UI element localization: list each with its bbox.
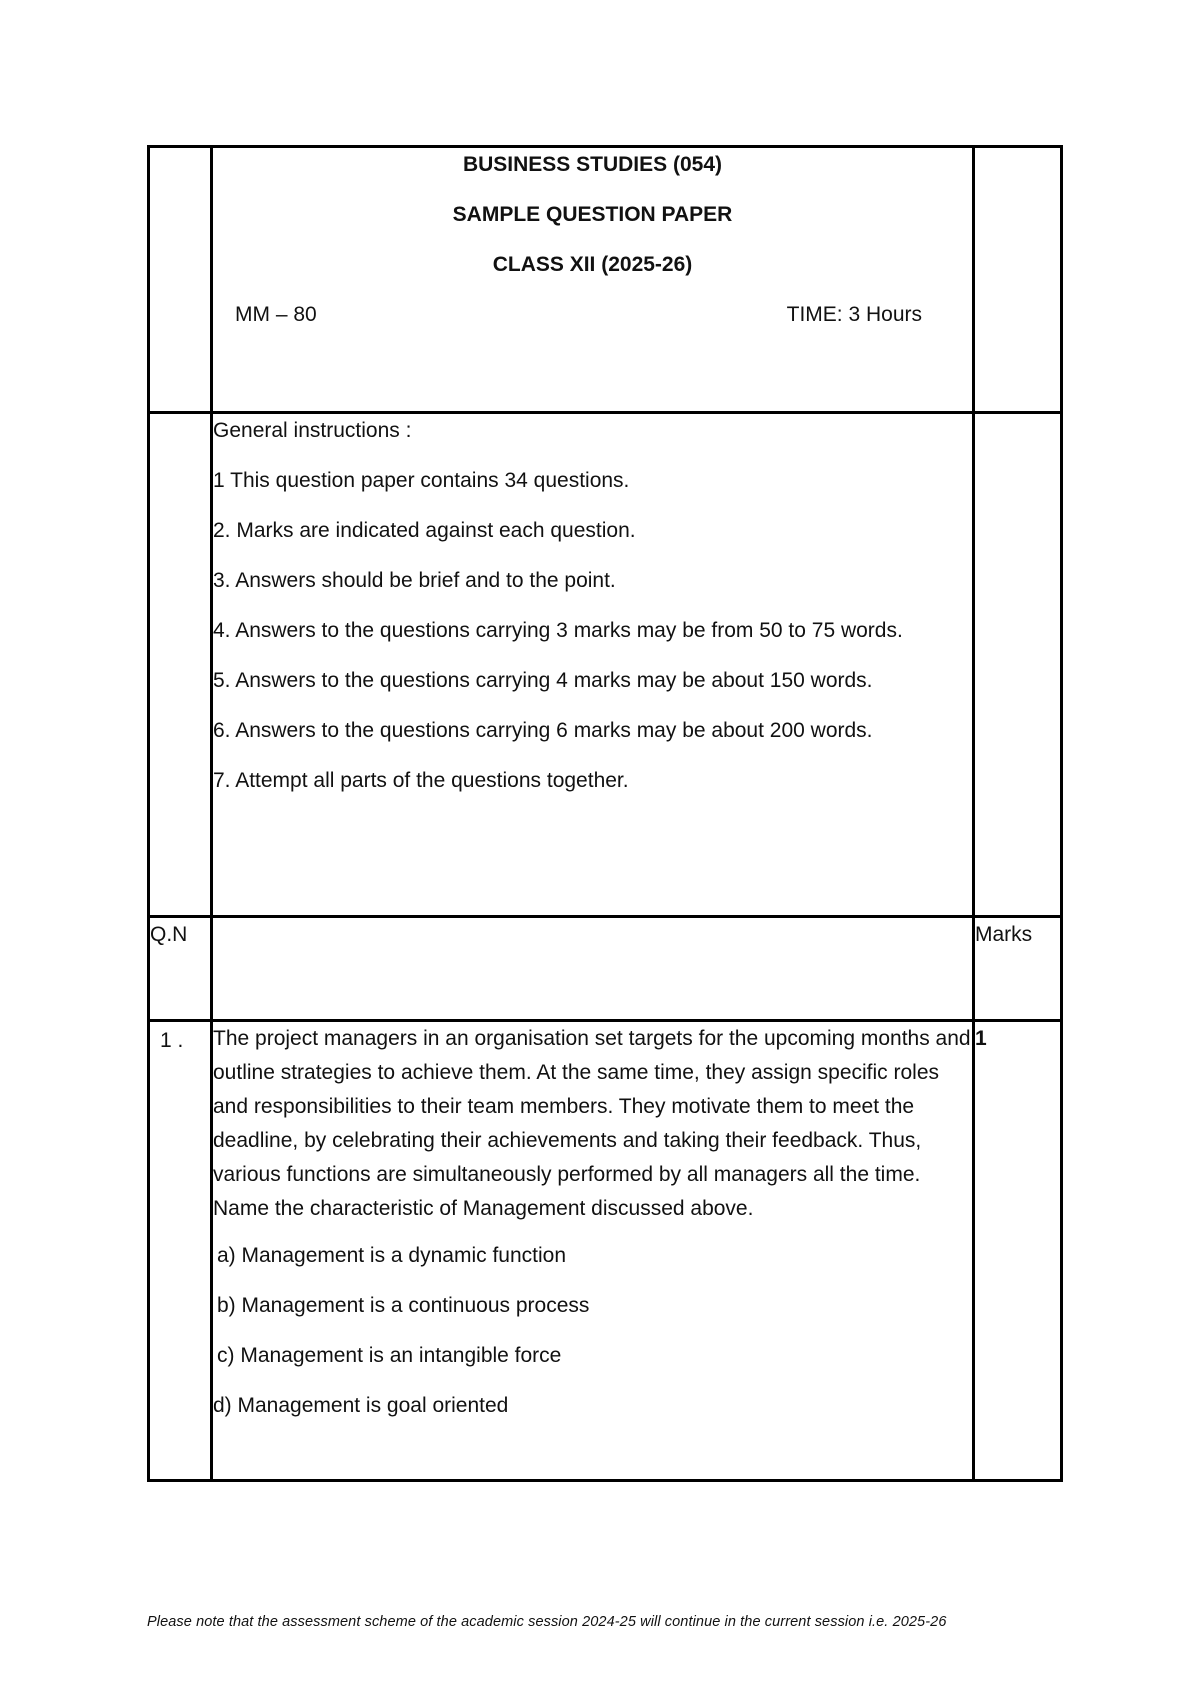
subject-title: BUSINESS STUDIES (054) bbox=[462, 153, 723, 176]
meta-row bbox=[213, 298, 972, 332]
question-text: The project managers in an organisation set targets for the upcoming months and outline strategies to achieve them. At the same time, they assign specific roles and responsibilities to their team members. They motivate them to meet the deadline, by celebrating their achievements and taking their feedback. Thus, various functions are simultaneously performed by all managers all the time. Name the characteristic of Management discussed above. bbox=[213, 1027, 971, 1220]
header-row bbox=[149, 147, 1062, 413]
instructions-heading: General instructions : bbox=[213, 419, 412, 442]
instructions-cell bbox=[212, 413, 974, 917]
instructions-left-cell bbox=[149, 413, 212, 917]
instruction-item: 6. Answers to the questions carrying 6 marks may be about 200 words. bbox=[213, 719, 873, 742]
marks-column-header: Marks bbox=[974, 917, 1062, 1021]
instruction-item: 4. Answers to the questions carrying 3 marks may be from 50 to 75 words. bbox=[213, 619, 903, 642]
question-option-b: b) Management is a continuous process bbox=[217, 1294, 590, 1317]
question-marks: 1 bbox=[974, 1021, 1062, 1481]
question-paper-sheet bbox=[147, 145, 1060, 1482]
time-allowed: TIME: 3 Hours bbox=[786, 303, 922, 326]
header-left-cell bbox=[149, 147, 212, 413]
instructions-row bbox=[149, 413, 1062, 917]
question-cell bbox=[212, 1021, 974, 1481]
header-right-cell bbox=[974, 147, 1062, 413]
instruction-item: 7. Attempt all parts of the questions together. bbox=[213, 769, 629, 792]
instruction-item: 2. Marks are indicated against each question. bbox=[213, 519, 636, 542]
assessment-footnote: Please note that the assessment scheme of the academic session 2024-25 will continue in the current session i.e. 2025-26 bbox=[147, 1614, 947, 1630]
question-option-a: a) Management is a dynamic function bbox=[217, 1244, 567, 1267]
header-cell bbox=[212, 147, 974, 413]
question-row bbox=[149, 1021, 1062, 1481]
column-header-row bbox=[149, 917, 1062, 1021]
paper-type-title: SAMPLE QUESTION PAPER bbox=[452, 203, 733, 226]
instruction-item: 1 This question paper contains 34 questions. bbox=[213, 469, 630, 492]
question-column-header bbox=[212, 917, 974, 1021]
question-paper-table bbox=[147, 145, 1063, 1482]
question-option-c: c) Management is an intangible force bbox=[217, 1344, 562, 1367]
question-option-d: d) Management is goal oriented bbox=[213, 1394, 509, 1417]
max-marks: MM – 80 bbox=[235, 303, 317, 326]
instructions-right-cell bbox=[974, 413, 1062, 917]
qn-column-header: Q.N bbox=[149, 917, 212, 1021]
class-title: CLASS XII (2025-26) bbox=[492, 253, 693, 276]
instruction-item: 3. Answers should be brief and to the point. bbox=[213, 569, 616, 592]
question-number: 1 . bbox=[149, 1021, 212, 1481]
instruction-item: 5. Answers to the questions carrying 4 marks may be about 150 words. bbox=[213, 669, 873, 692]
